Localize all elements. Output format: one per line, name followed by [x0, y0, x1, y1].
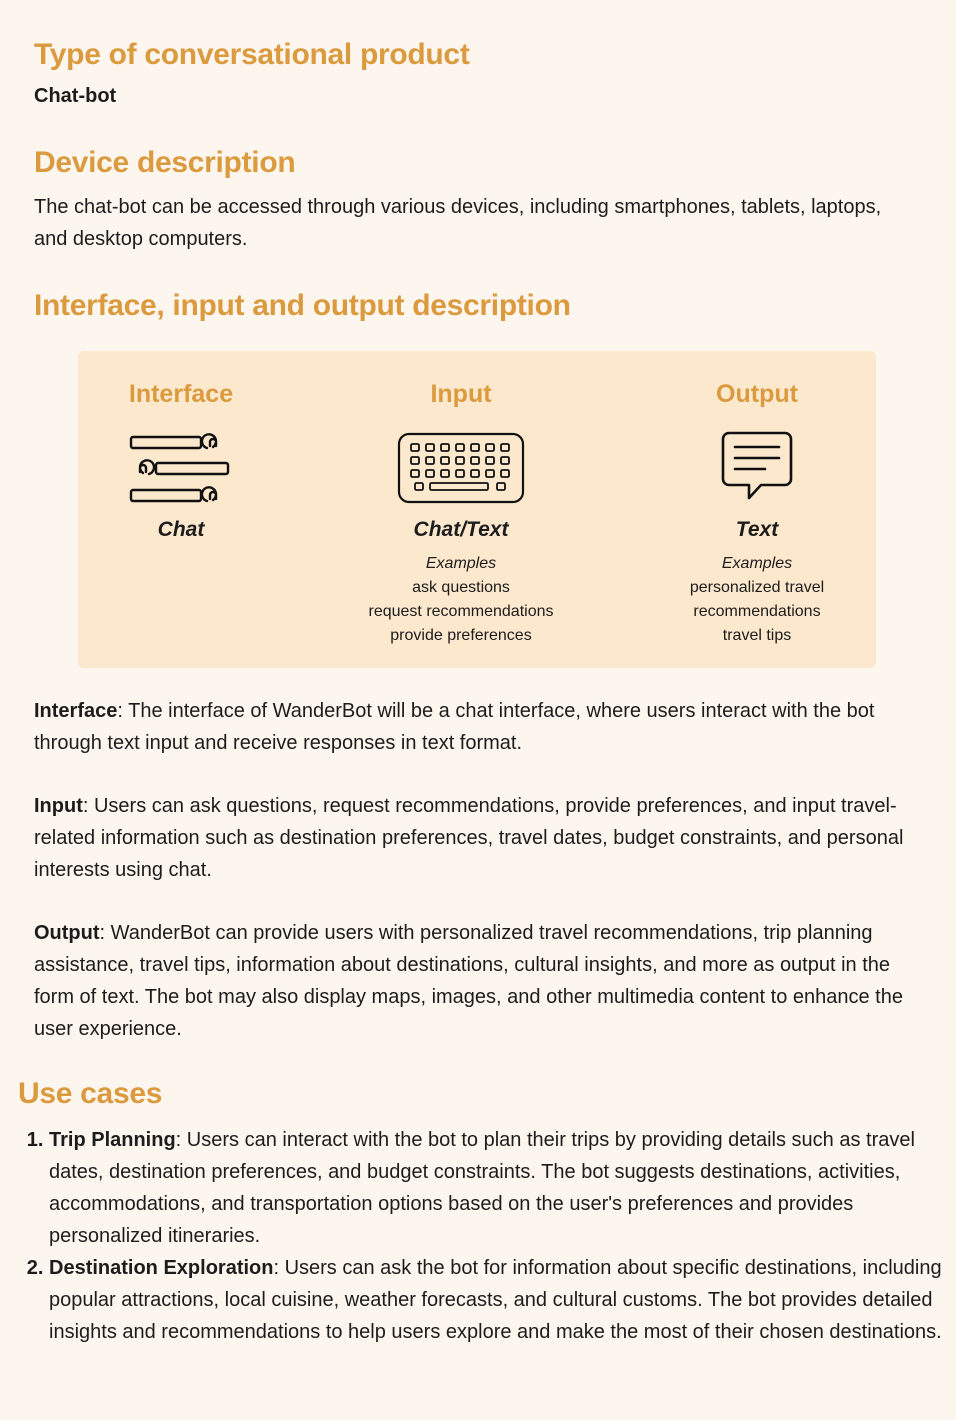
interface-panel — [78, 351, 876, 668]
input-description — [34, 790, 914, 886]
output-example-item: travel tips — [722, 627, 792, 644]
input-example-item: provide preferences — [390, 627, 532, 644]
input-column-name: Chat/Text — [413, 518, 509, 541]
input-description-label: Input — [34, 795, 83, 817]
interface-section-title: Interface, input and output description — [34, 289, 571, 322]
type-title: Type of conversational product — [34, 38, 470, 71]
use-case-label: Trip Planning — [49, 1129, 176, 1151]
output-description-text: : WanderBot can provide users with personalized travel recommendations, trip planning assistance, travel tips, information about destinations, cultural insights, and more as output in the form of text. The bot may also display maps, images, and other multimedia content to enhance the user experience. — [34, 922, 903, 1040]
interface-column-title: Interface — [128, 380, 234, 408]
use-cases-list — [18, 1124, 949, 1348]
output-column-title: Output — [716, 380, 798, 408]
use-case-label: Destination Exploration — [49, 1257, 274, 1279]
list-item — [49, 1124, 949, 1252]
interface-column-name: Chat — [157, 518, 205, 541]
output-example-item: recommendations — [693, 603, 821, 620]
use-case-text: : Users can interact with the bot to plan their trips by providing details such as travel dates, destination preferences, and budget constraints. The bot suggests destinations, activities, accommodations, and transportation options based on the user's preferences and provides personalized itineraries. — [49, 1129, 915, 1247]
chat-bubbles-icon — [129, 431, 233, 505]
input-example-item: request recommendations — [368, 603, 554, 620]
input-description-text: : Users can ask questions, request recommendations, provide preferences, and input travel-related information such as destination preferences, travel dates, budget constraints, and personal interests using chat. — [34, 795, 904, 881]
output-example-item: personalized travel — [689, 579, 825, 596]
keyboard-icon — [397, 432, 525, 504]
output-description — [34, 917, 914, 1045]
output-examples-label: Examples — [721, 555, 793, 572]
output-column-name: Text — [735, 518, 779, 541]
device-title: Device description — [34, 146, 296, 179]
input-examples-label: Examples — [425, 555, 497, 572]
input-examples — [351, 552, 571, 648]
interface-description — [34, 695, 914, 759]
use-cases-title: Use cases — [18, 1077, 163, 1110]
use-case-text: : Users can ask the bot for information about specific destinations, including popular attractions, local cuisine, weather forecasts, and cultural customs. The bot provides detailed insights and recommendations to help users explore and make the most of their chosen destinations. — [49, 1257, 942, 1343]
output-examples — [667, 552, 847, 648]
list-item — [49, 1252, 949, 1348]
interface-description-label: Interface — [34, 700, 118, 722]
message-icon — [721, 431, 793, 501]
input-example-item: ask questions — [412, 579, 510, 596]
input-column-title: Input — [430, 380, 492, 408]
type-value: Chat-bot — [34, 85, 117, 107]
interface-description-text: : The interface of WanderBot will be a chat interface, where users interact with the bot through text input and receive responses in text format. — [34, 700, 875, 754]
device-text: The chat-bot can be accessed through various devices, including smartphones, tablets, laptops, and desktop computers. — [34, 196, 882, 250]
output-description-label: Output — [34, 922, 100, 944]
